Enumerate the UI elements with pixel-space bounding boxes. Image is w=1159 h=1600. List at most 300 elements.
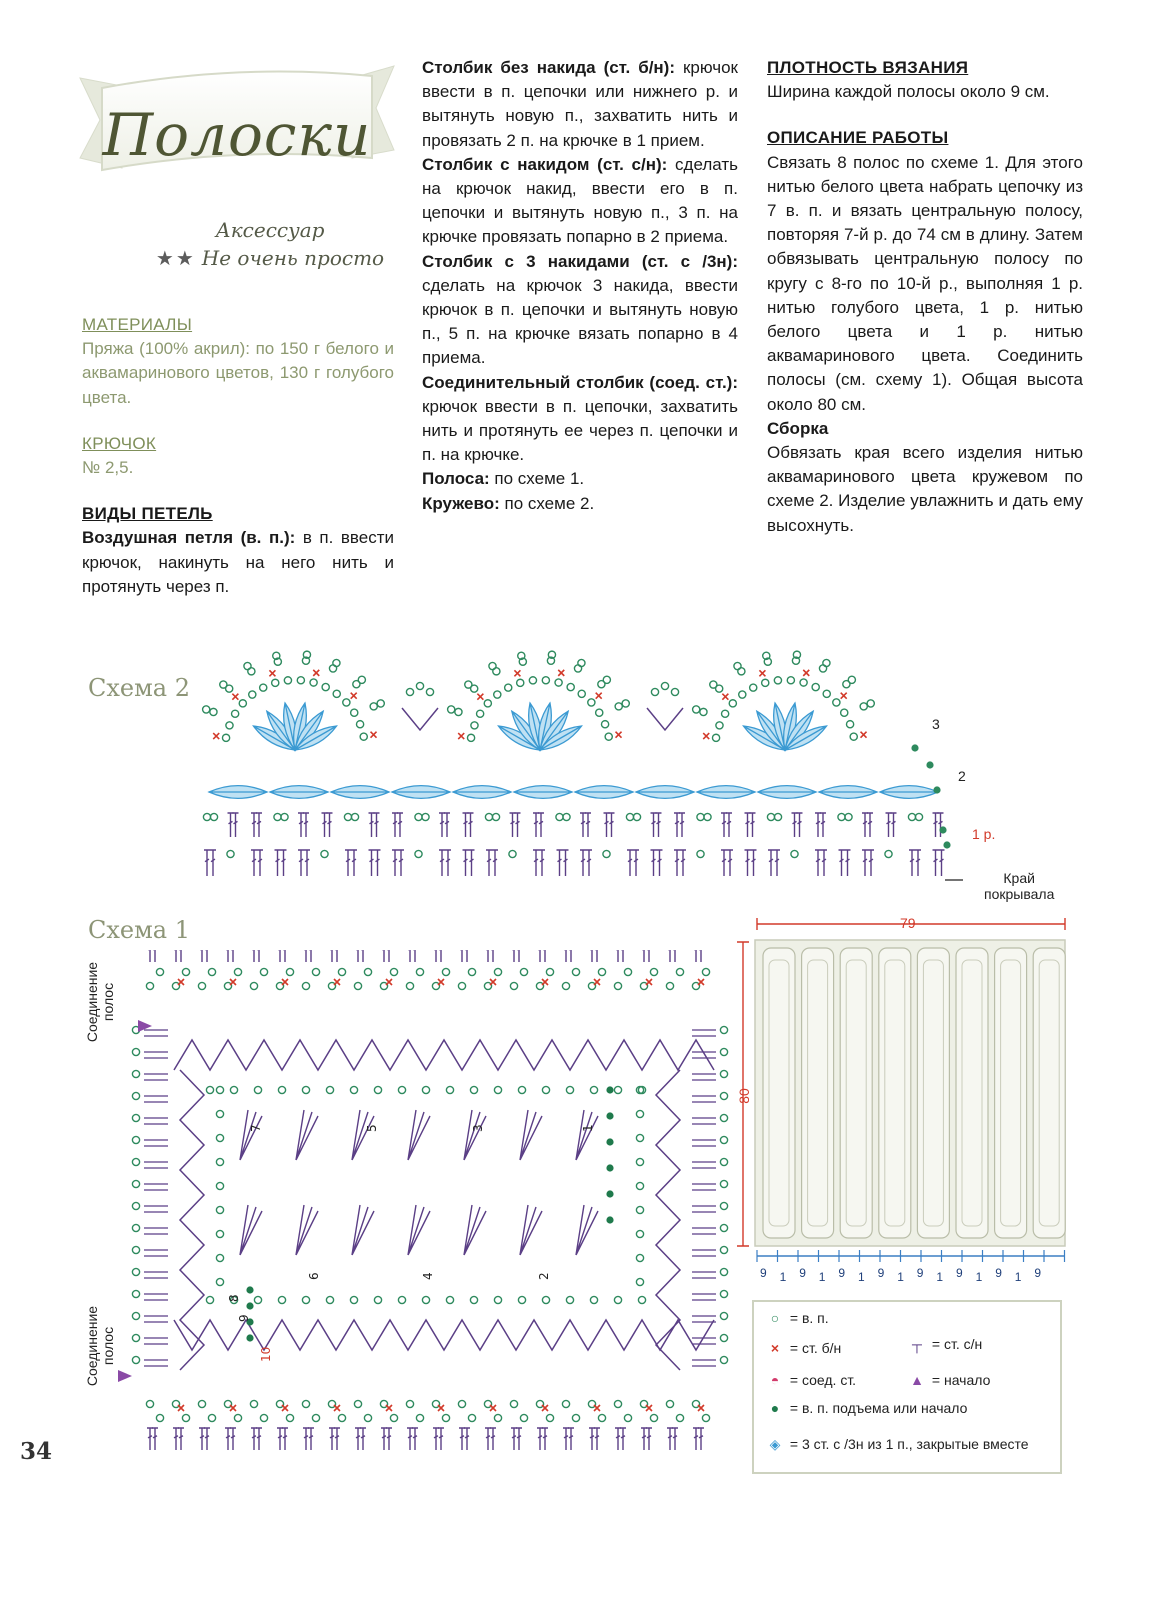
bottom-dimension-value: 9	[799, 1266, 806, 1280]
dc-stitch	[230, 1428, 236, 1450]
chain-stitch	[146, 1400, 153, 1407]
strip-outer	[917, 948, 949, 1238]
legend-text: = 3 ст. с /3н из 1 п., закрытые вместе	[789, 1436, 1029, 1452]
dc-stitch	[933, 850, 939, 876]
dc-stitch	[277, 950, 283, 962]
chain-stitch	[326, 1086, 333, 1093]
dc-stitch	[568, 950, 574, 962]
work-text: Связать 8 полос по схеме 1. Для этого нитью белого цвета набрать цепочку из 7 в. п. и вязать центральную полосу, повторяя 7-й р. до 74 см в длину. Затем обвязывать центральную полосу по кругу с 8-го по 10-й р., выполняя 1 р. нитью голубого цвета, 1 р. нитью белого цвета и 1 р. нитью аквамаринового цвета. Соединить полосы (см. схему 1). Общая высота около 80 см.	[767, 152, 1083, 414]
stitch-term: Воздушная петля (в. п.):	[82, 528, 296, 548]
chain-stitch	[146, 982, 153, 989]
chain-stitch	[351, 709, 358, 716]
difficulty-stars: ★★	[155, 246, 196, 270]
chain-stitch	[364, 968, 371, 975]
turning-chain	[606, 1138, 613, 1145]
turning-chain	[606, 1164, 613, 1171]
stitch-desc: крючок ввести в п. цепочки, захватить нить и протянуть ее через п. цепочки и п. на крючке.	[422, 396, 738, 465]
chain-stitch	[132, 1290, 139, 1297]
sc-stitch	[803, 670, 809, 676]
chain-stitch	[310, 679, 317, 686]
chain-stitch	[615, 703, 622, 710]
edge-label-line-2: покрывала	[984, 886, 1055, 902]
dc-stitch	[657, 850, 663, 876]
chain-stitch	[297, 677, 304, 684]
dc-stitch	[692, 1074, 716, 1080]
dc-stitch	[845, 850, 851, 876]
sc-stitch	[596, 693, 602, 699]
stitch-item	[422, 371, 738, 468]
dc-stitch	[381, 1428, 387, 1450]
dc-stitch	[298, 813, 304, 837]
chain-stitch	[132, 1312, 139, 1319]
dc-stitch	[563, 850, 569, 876]
join-label-line-2: полос	[100, 1326, 116, 1366]
chain-stitch	[494, 1296, 501, 1303]
dc-stitch	[281, 850, 287, 876]
chain-stitch	[333, 690, 340, 697]
sc-stitch	[282, 979, 288, 985]
chain-stitch	[546, 1414, 553, 1421]
dc-stitch	[651, 813, 657, 837]
legend-item-dc	[906, 1336, 982, 1352]
cluster-shape	[331, 786, 389, 799]
dc-stitch	[144, 1030, 168, 1036]
chain-stitch	[239, 700, 246, 707]
scheme-2-diagram	[195, 630, 995, 900]
dc-stitch	[144, 1206, 168, 1212]
dc-stitch	[225, 950, 231, 962]
chain-stitch	[712, 734, 719, 741]
dc-stitch	[463, 813, 469, 837]
chain-stitch	[729, 700, 736, 707]
sc-stitch	[386, 979, 392, 985]
bottom-dimension-value: 9	[838, 1266, 846, 1280]
chain-stitch	[636, 1182, 643, 1189]
chain-stitch	[350, 1296, 357, 1303]
chain-stitch	[556, 813, 563, 820]
chain-stitch	[216, 1206, 223, 1213]
dc-stitch	[147, 950, 153, 962]
chain-stitch	[518, 1086, 525, 1093]
dc-stitch	[398, 850, 404, 876]
dc-stitch	[615, 1428, 621, 1450]
dc-stitch	[867, 813, 873, 837]
fan-stitch	[464, 1110, 486, 1160]
dc-stitch	[178, 950, 184, 962]
dc-stitch	[693, 1428, 699, 1450]
chain-stitch	[203, 813, 210, 820]
dc-stitch	[538, 813, 544, 837]
chain-stitch	[468, 1414, 475, 1421]
fan-stitch	[296, 1110, 318, 1160]
dc-stitch	[886, 813, 892, 837]
chain-stitch	[720, 1224, 727, 1231]
dc-stitch	[144, 1140, 168, 1146]
dc-stitch	[308, 950, 314, 962]
dc-stitch	[178, 1428, 184, 1450]
chain-stitch	[838, 813, 845, 820]
legend-item-chain	[764, 1310, 829, 1326]
dc-stitch	[646, 1428, 652, 1450]
cluster-stitch	[331, 786, 389, 799]
stitch-item	[82, 526, 394, 599]
fan-stitch	[352, 1205, 374, 1255]
chain-stitch	[442, 1414, 449, 1421]
gauge-text: Ширина каждой полосы около 9 см.	[767, 82, 1050, 102]
chain-stitch	[471, 722, 478, 729]
dc-stitch	[589, 1428, 595, 1450]
stitch-term: Полоса:	[422, 469, 490, 489]
dc-stitch	[692, 1118, 716, 1124]
chain-stitch	[442, 968, 449, 975]
dc-stitch	[620, 1428, 626, 1450]
dc-stitch	[692, 1162, 716, 1168]
turning-chain	[606, 1086, 613, 1093]
chain-stitch	[720, 1048, 727, 1055]
chain-stitch	[156, 1414, 163, 1421]
chain-stitch	[416, 682, 423, 689]
chain-stitch	[603, 850, 610, 857]
chain-stitch	[220, 681, 227, 688]
sc-stitch	[282, 1405, 288, 1411]
strip-outer	[995, 948, 1027, 1238]
chain-stitch	[156, 968, 163, 975]
chain-stitch	[216, 1182, 223, 1189]
chain-stitch	[720, 1246, 727, 1253]
chain-stitch	[518, 1296, 525, 1303]
materials-heading: МАТЕРИАЛЫ	[82, 315, 193, 334]
dc-stitch	[667, 1428, 673, 1450]
cluster-stitch	[514, 786, 572, 799]
cluster-shape	[758, 786, 816, 799]
sc-stitch	[371, 732, 377, 738]
zigzag-top	[174, 1040, 714, 1070]
chain-stitch	[867, 700, 874, 707]
hook-heading: КРЮЧОК	[82, 433, 157, 453]
row-number: 6	[307, 1272, 321, 1280]
chain-stitch	[722, 710, 729, 717]
row-number: 4	[421, 1272, 435, 1280]
sc-stitch	[232, 694, 238, 700]
category-label: Аксессуар	[215, 218, 325, 242]
dc-stitch	[257, 850, 263, 876]
dc-stitch	[656, 813, 662, 837]
dc-stitch	[627, 850, 633, 876]
chain-stitch	[216, 1134, 223, 1141]
chain-stitch	[216, 1254, 223, 1261]
sc-stitch	[558, 670, 564, 676]
chain-stitch	[458, 1400, 465, 1407]
dc-stitch	[407, 1428, 413, 1450]
chain-stitch	[260, 1414, 267, 1421]
dc-stitch	[144, 1096, 168, 1102]
chain-stitch	[446, 1086, 453, 1093]
chain-stitch	[614, 1086, 621, 1093]
dc-stitch	[693, 950, 699, 962]
cluster-shape	[453, 786, 511, 799]
sc-stitch	[477, 694, 483, 700]
chain-stitch	[622, 700, 629, 707]
dc-stitch	[589, 950, 595, 962]
sc-stitch	[759, 670, 765, 676]
chain-stitch	[343, 699, 350, 706]
dc-stitch	[692, 1030, 716, 1036]
dc-stitch	[891, 813, 897, 837]
sc-stitch	[334, 979, 340, 985]
dc-stitch	[251, 1428, 257, 1450]
chain-stitch	[398, 1296, 405, 1303]
dc-stitch	[568, 1428, 574, 1450]
legend-item-sc	[764, 1340, 841, 1356]
dc-stitch	[537, 1428, 543, 1450]
chain-stitch	[716, 722, 723, 729]
dc-stitch	[511, 950, 517, 962]
chain-stitch	[132, 1114, 139, 1121]
chain-stitch	[693, 706, 700, 713]
chain-stitch	[510, 1400, 517, 1407]
dc-stitch	[322, 813, 328, 837]
chain-stitch	[232, 710, 239, 717]
width-dimension: 79	[900, 915, 916, 931]
dc-stitch	[486, 850, 492, 876]
scheme-1-diagram	[110, 950, 730, 1450]
chain-stitch	[800, 679, 807, 686]
materials-text: Пряжа (100% акрил): по 150 г белого и аквамаринового цветов, 130 г голубого цвета.	[82, 339, 394, 407]
sc-stitch	[698, 1405, 704, 1411]
cluster-stitch	[758, 786, 816, 799]
chain-stitch	[590, 1296, 597, 1303]
chain-stitch	[360, 733, 367, 740]
chain-stitch	[254, 1296, 261, 1303]
chain-stitch	[465, 681, 472, 688]
cluster-shape	[636, 786, 694, 799]
chain-stitch	[567, 683, 574, 690]
dc-stitch	[144, 1272, 168, 1278]
sc-stitch	[722, 694, 728, 700]
chain-stitch	[697, 850, 704, 857]
dc-stitch	[516, 1428, 522, 1450]
chain-stitch	[624, 968, 631, 975]
work-heading: ОПИСАНИЕ РАБОТЫ	[767, 128, 949, 148]
chain-stitch	[132, 1268, 139, 1275]
chain-stitch	[566, 1086, 573, 1093]
chain-stitch	[720, 1356, 727, 1363]
fan-stitch	[296, 1205, 318, 1255]
dc-stitch	[303, 813, 309, 837]
chain-stitch	[720, 1114, 727, 1121]
bottom-dimension-value: 1	[975, 1270, 983, 1284]
dc-stitch	[233, 813, 239, 837]
bottom-dimension-value: 9	[956, 1266, 963, 1280]
join-label-line-1: Соединение	[84, 961, 100, 1043]
dc-stitch	[839, 850, 845, 876]
chain-stitch	[216, 1110, 223, 1117]
dc-stitch	[692, 1272, 716, 1278]
dc-stitch	[210, 850, 216, 876]
title-ribbon	[72, 58, 402, 188]
chain-stitch	[603, 676, 610, 683]
turning-chain	[933, 786, 940, 793]
chain-stitch	[762, 679, 769, 686]
dc-stitch	[199, 950, 205, 962]
dc-stitch	[327, 813, 333, 837]
stitch-term: Соединительный столбик (соед. ст.):	[422, 372, 738, 392]
dc-stitch	[381, 950, 387, 962]
dc-stitch	[909, 850, 915, 876]
height-dimension: 80	[735, 1088, 752, 1104]
chain-stitch	[230, 1086, 237, 1093]
turning-chain	[911, 744, 918, 751]
chain-stitch	[517, 679, 524, 686]
chain-stitch	[326, 1296, 333, 1303]
hook-text: № 2,5.	[82, 458, 134, 478]
dc-stitch	[464, 950, 470, 962]
dc-stitch	[751, 850, 757, 876]
cluster-icon: ◈	[769, 1436, 781, 1452]
chain-stitch	[614, 1400, 621, 1407]
dc-stitch	[774, 850, 780, 876]
chain-stitch	[374, 1086, 381, 1093]
v-stitch	[647, 708, 683, 730]
column-2	[422, 56, 738, 516]
chain-stitch	[260, 968, 267, 975]
dc-stitch	[641, 1428, 647, 1450]
dc-stitch	[939, 850, 945, 876]
turning-chain	[246, 1286, 253, 1293]
dc-stitch	[641, 950, 647, 962]
dc-stitch	[511, 1428, 517, 1450]
stitch-item	[422, 250, 738, 371]
dc-stitch	[492, 850, 498, 876]
chain-stitch	[321, 850, 328, 857]
legend-item-turning	[764, 1400, 967, 1416]
chain-stitch	[626, 813, 633, 820]
dc-stitch	[144, 1316, 168, 1322]
dc-stitch	[692, 1096, 716, 1102]
chain-stitch	[529, 677, 536, 684]
legend-item-slst	[764, 1372, 856, 1388]
chain-stitch	[356, 721, 363, 728]
chain-stitch	[477, 710, 484, 717]
sc-stitch	[542, 979, 548, 985]
dc-stitch	[868, 850, 874, 876]
chain-stitch	[374, 1296, 381, 1303]
dc-stitch	[439, 850, 445, 876]
chain-stitch	[210, 813, 217, 820]
chain-stitch	[216, 1230, 223, 1237]
dc-stitch	[360, 1428, 366, 1450]
chain-stitch	[370, 703, 377, 710]
chain-stitch	[572, 968, 579, 975]
chain-stitch	[494, 691, 501, 698]
dc-stitch	[256, 1428, 262, 1450]
chain-stitch	[182, 1414, 189, 1421]
dc-stitch	[251, 950, 257, 962]
turning-chain	[606, 1216, 613, 1223]
cluster-shape	[819, 786, 877, 799]
cluster-stitch	[270, 786, 328, 799]
legend-text: = ст. с/н	[931, 1336, 983, 1352]
dc-stitch	[230, 950, 236, 962]
join-label-line-1: Соединение	[84, 1305, 100, 1387]
chain-stitch	[216, 1278, 223, 1285]
bottom-dimension-value: 9	[995, 1266, 1002, 1280]
dc-stitch	[251, 813, 257, 837]
chain-stitch	[720, 1070, 727, 1077]
dc-stitch	[277, 1428, 283, 1450]
dc-stitch	[679, 813, 685, 837]
slip-stitch-icon: ◓	[770, 1372, 780, 1388]
chain-stitch	[697, 813, 704, 820]
dc-stitch	[412, 1428, 418, 1450]
dc-stitch	[692, 1140, 716, 1146]
chain-stitch	[702, 1414, 709, 1421]
chain-stitch	[198, 1400, 205, 1407]
chain-stitch	[244, 662, 251, 669]
dc-stitch	[580, 850, 586, 876]
dc-stitch	[692, 1228, 716, 1234]
cluster-stitch	[636, 786, 694, 799]
bottom-dimension-value: 1	[818, 1270, 826, 1284]
chain-stitch	[566, 1296, 573, 1303]
chain-stitch	[354, 982, 361, 989]
sc-stitch	[616, 732, 622, 738]
dc-stitch	[667, 950, 673, 962]
chain-stitch	[302, 1296, 309, 1303]
bottom-dimension-value: 1	[779, 1270, 787, 1284]
stitch-term: Столбик с накидом (ст. с/н):	[422, 154, 668, 174]
dc-stitch	[392, 850, 398, 876]
stitch-desc: сделать на крючок 3 накида, ввести крючок в п. цепочки и вытянуть новую п., 5 п. на крючке вязать попарно в 4 приема.	[422, 275, 738, 368]
chain-stitch	[848, 676, 855, 683]
strip-outer	[1033, 948, 1065, 1238]
sc-stitch	[230, 979, 236, 985]
dc-stitch	[204, 1428, 210, 1450]
dc-stitch	[615, 950, 621, 962]
dc-stitch	[144, 1184, 168, 1190]
chain-stitch	[520, 1414, 527, 1421]
chain-stitch	[823, 659, 830, 666]
chain-stitch	[210, 708, 217, 715]
dc-stitch	[745, 850, 751, 876]
dc-stitch	[674, 850, 680, 876]
dc-stitch	[459, 950, 465, 962]
dc-stitch	[204, 850, 210, 876]
chain-stitch	[446, 1296, 453, 1303]
strip-outer	[956, 948, 988, 1238]
dc-stitch	[375, 850, 381, 876]
chain-stitch	[406, 982, 413, 989]
scheme-1-label: Схема 1	[88, 916, 190, 944]
legend-item-start	[906, 1372, 990, 1388]
turning-chain	[939, 826, 946, 833]
chain-stitch	[734, 662, 741, 669]
chain-stitch	[494, 1086, 501, 1093]
dc-stitch	[915, 850, 921, 876]
dc-stitch	[329, 950, 335, 962]
dc-stitch	[256, 813, 262, 837]
join-label-bottom	[84, 1296, 116, 1396]
dc-stitch	[438, 1428, 444, 1450]
column-3	[767, 56, 1083, 538]
chain-stitch	[661, 682, 668, 689]
dc-stitch	[407, 950, 413, 962]
dc-stitch	[152, 950, 158, 962]
chain-stitch	[203, 706, 210, 713]
stitch-desc: сделать на крючок накид, ввести его в п. цепочки и вытянуть новую п., 3 п. на крючке провязать попарно в 2 приема.	[422, 154, 738, 247]
dc-stitch	[304, 850, 310, 876]
dc-stitch	[539, 850, 545, 876]
